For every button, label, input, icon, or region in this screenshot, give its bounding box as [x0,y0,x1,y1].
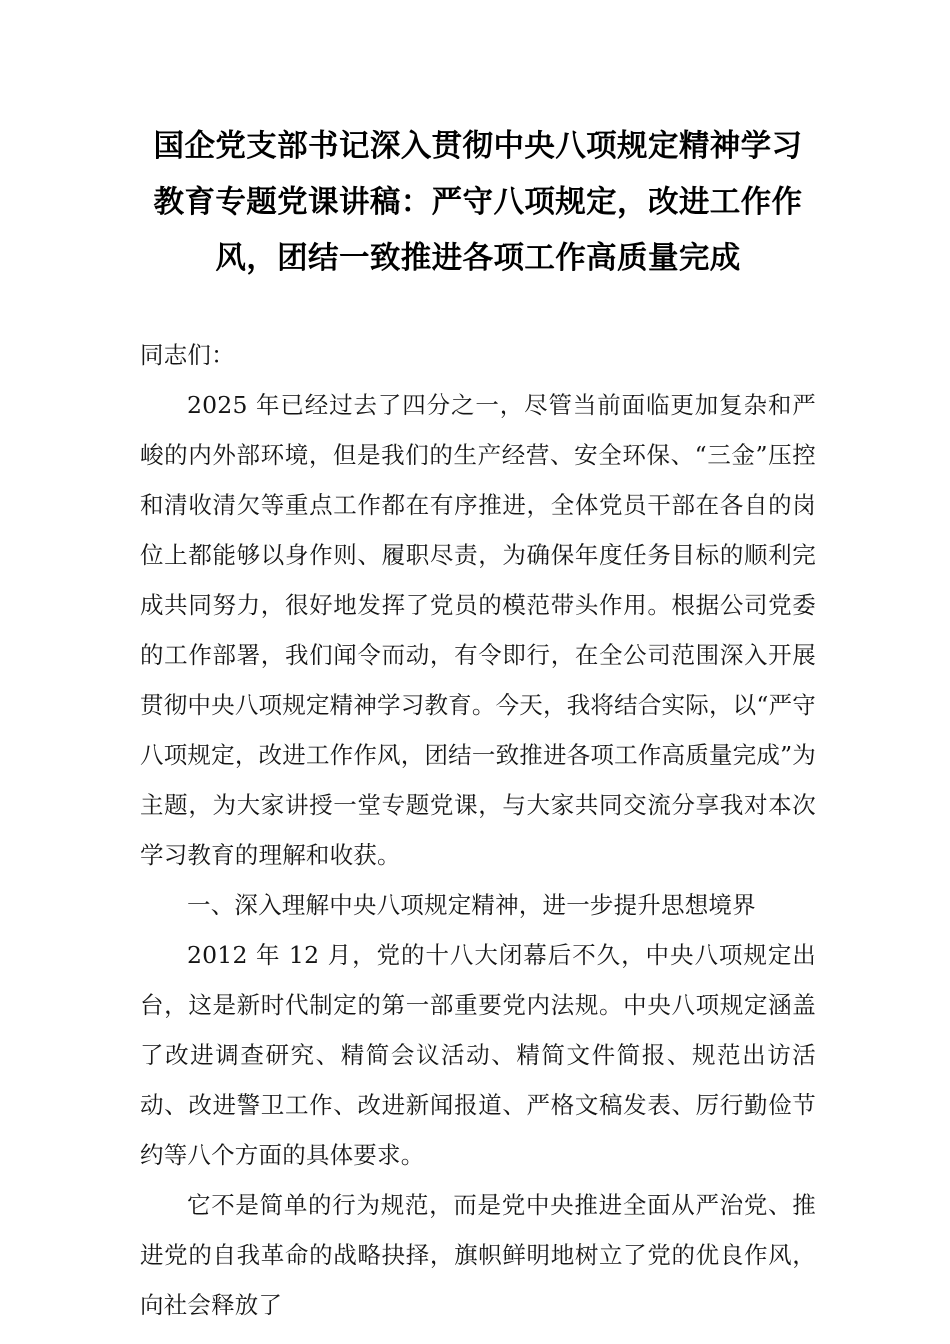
paragraph-1: 2025 年已经过去了四分之一，尽管当前面临更加复杂和严峻的内外部环境，但是我们的生产经营、安全环保、“三金”压控和清收清欠等重点工作都在有序推进，全体党员干部在各自的岗位上都能够以身作则、履职尽责，为确保年度任务目标的顺利完成共同努力，很好地发挥了党员的模范带头作用。根据公司党委的工作部署，我们闻令而动，有令即行，在全公司范围深入开展贯彻中央八项规定精神学习教育。今天，我将结合实际，以“严守八项规定，改进工作作风，团结一致推进各项工作高质量完成”为主题，为大家讲授一堂专题党课，与大家共同交流分享我对本次学习教育的理解和收获。 [140,391,816,869]
document-title: 国企党支部书记深入贯彻中央八项规定精神学习教育专题党课讲稿：严守八项规定，改进工作作风，团结一致推进各项工作高质量完成 [153,128,803,276]
salutation: 同志们： [140,341,235,369]
section-heading-1: 一、深入理解中央八项规定精神，进一步提升思想境界 [187,891,756,919]
paragraph-2: 2012 年 12 月，党的十八大闭幕后不久，中央八项规定出台，这是新时代制定的第一部重要党内法规。中央八项规定涵盖了改进调查研究、精简会议活动、精简文件简报、规范出访活动、改进警卫工作、改进新闻报道、严格文稿发表、厉行勤俭节约等八个方面的具体要求。 [140,941,816,1169]
page-content-column [140,0,816,1330]
paragraph-3: 它不是简单的行为规范，而是党中央推进全面从严治党、推进党的自我革命的战略抉择，旗帜鲜明地树立了党的优良作风，向社会释放了 [140,1191,816,1319]
document-body [140,330,816,1330]
